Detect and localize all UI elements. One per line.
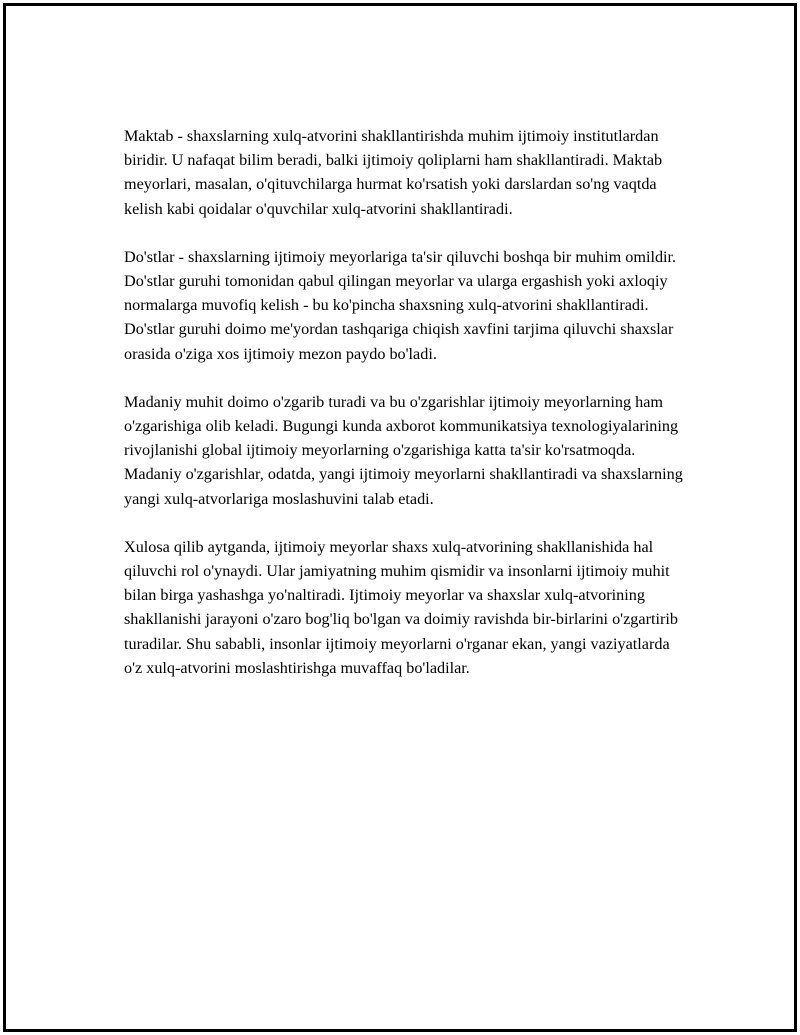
page-content (124, 124, 688, 704)
paragraph-dostlar: Do'stlar - shaxslarning ijtimoiy meyorlariga ta'sir qiluvchi boshqa bir muhim omildir. Do'stlar guruhi tomonidan qabul qilingan meyorlar va ularga ergashish yoki axloqiy normalarga muvofiq kelish - bu ko'pincha shaxsning xulq-atvorini shakllantiradi. Do'stlar guruhi doimo me'yordan tashqariga chiqish xavfini tarjima qiluvchi shaxslar orasida o'ziga xos ijtimoiy mezon paydo bo'ladi. (124, 247, 677, 363)
paragraph-xulosa: Xulosa qilib aytganda, ijtimoiy meyorlar shaxs xulq-atvorining shakllanishida hal qiluvchi rol o'ynaydi. Ular jamiyatning muhim qismidir va insonlarni ijtimoiy muhit bilan birga yashashga yo'naltiradi. Ijtimoiy meyorlar va shaxslar xulq-atvorining shakllanishi jarayoni o'zaro bog'liq bo'lgan va doimiy ravishda bir-birlarini o'zgartirib turadilar. Shu sababli, insonlar ijtimoiy meyorlarni o'rganar ekan, yangi vaziyatlarda o'z xulq-atvorini moslashtirishga muvaffaq bo'ladilar. (124, 537, 678, 677)
paragraph-madaniy-muhit: Madaniy muhit doimo o'zgarib turadi va bu o'zgarishlar ijtimoiy meyorlarning ham o'zgarishiga olib keladi. Bugungi kunda axborot kommunikatsiya texnologiyalarining rivojlanishi global ijtimoiy meyorlarning o'zgarishiga katta ta'sir ko'rsatmoqda. Madaniy o'zgarishlar, odatda, yangi ijtimoiy meyorlarni shakllantiradi va shaxslarning yangi xulq-atvorlariga moslashuvini talab etadi. (124, 392, 683, 508)
paragraph-maktab: Maktab - shaxslarning xulq-atvorini shakllantirishda muhim ijtimoiy institutlardan biridir. U nafaqat bilim beradi, balki ijtimoiy qoliplarni ham shakllantiradi. Maktab meyorlari, masalan, o'qituvchilarga hurmat ko'rsatish yoki darslardan so'ng vaqtda kelish kabi qoidalar o'quvchilar xulq-atvorini shakllantiradi. (124, 127, 663, 218)
page-frame (3, 3, 797, 1032)
